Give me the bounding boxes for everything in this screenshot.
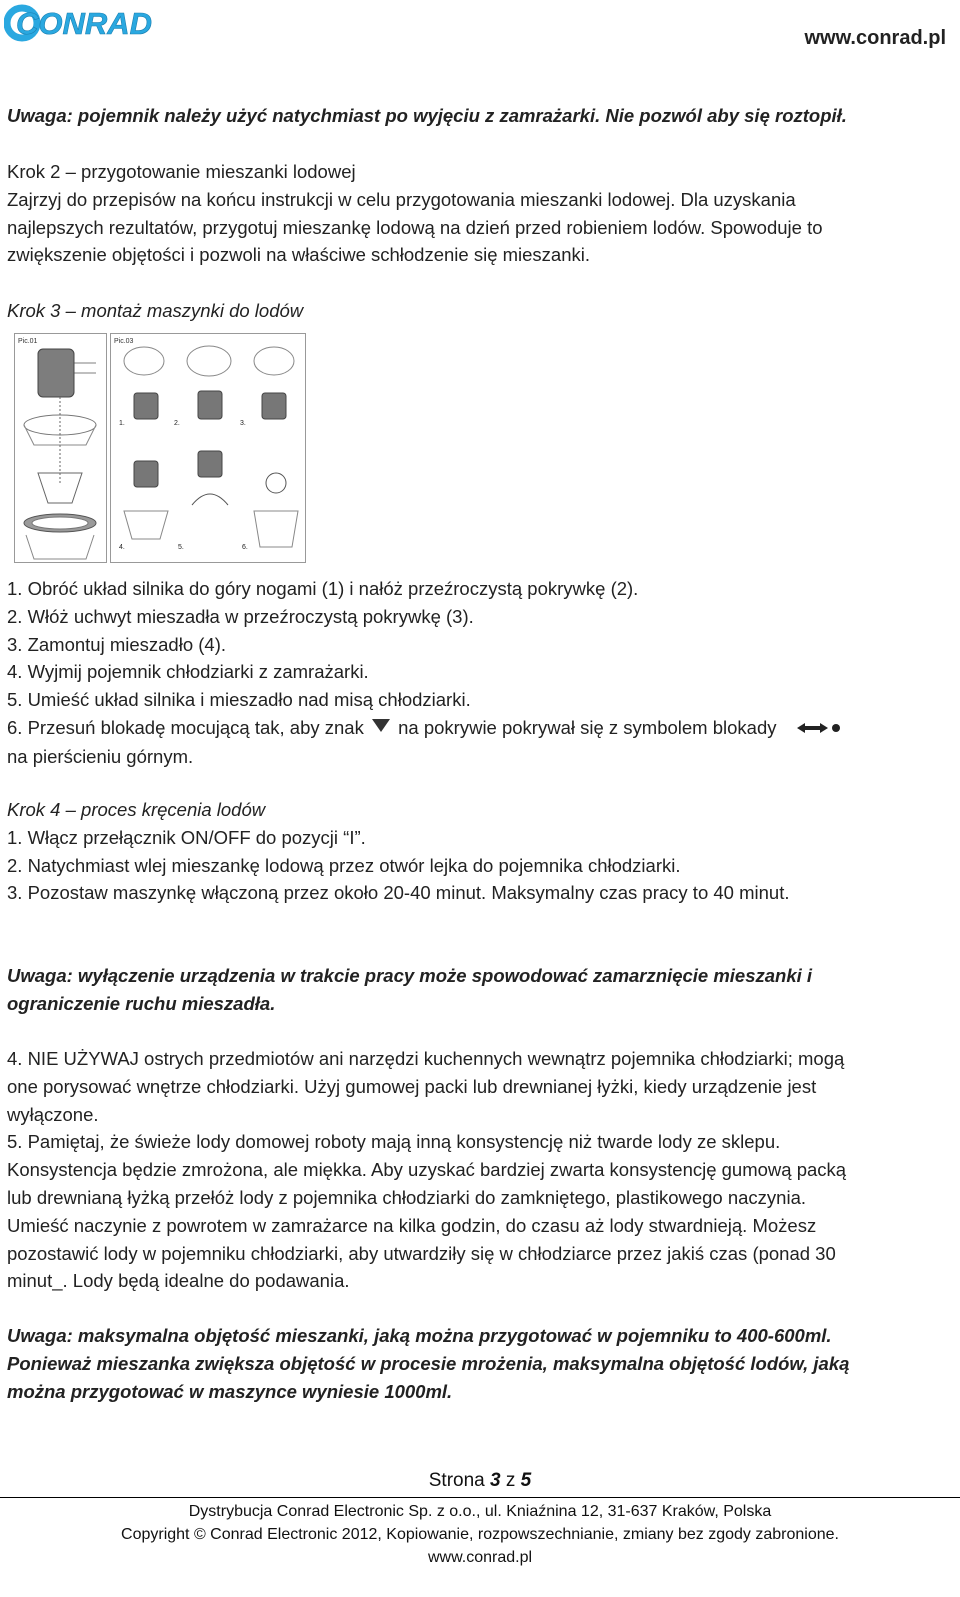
step3-list	[7, 575, 950, 771]
footer-distribution: Dystrybucja Conrad Electronic Sp. z o.o., ul. Kniaźnina 12, 31-637 Kraków, Polska	[188, 1503, 772, 1520]
paragraph-line: Konsystencja będzie zmrożona, ale miękka. Aby uzyskać bardziej zwarta konsystencję gumową packą	[7, 1159, 847, 1181]
list-item: 4. Wyjmij pojemnik chłodziarki z zamrażarki.	[7, 661, 369, 683]
footer-copyright: Copyright © Conrad Electronic 2012, Kopiowanie, rozpowszechnianie, zmiany bez zgody zabronione.	[121, 1526, 839, 1543]
step3-title: Krok 3 – montaż maszynki do lodów	[7, 300, 304, 321]
step4-title: Krok 4 – proces kręcenia lodów	[7, 799, 266, 820]
list-item	[7, 714, 950, 743]
list-item-6-part-a: 6. Przesuń blokadę mocującą tak, aby znak	[7, 716, 364, 738]
step2-title: Krok 2 – przygotowanie mieszanki lodowej	[7, 161, 356, 182]
footer-divider	[0, 1497, 960, 1498]
list-item-6-part-c: na pierścieniu górnym.	[7, 745, 194, 767]
paragraph-line: pozostawić lody w pojemniku chłodziarki, aby utwardziły się w chłodziarce przez jakiś czas (ponad 30	[7, 1242, 836, 1264]
step2-section	[7, 158, 950, 269]
assembly-figure	[14, 333, 306, 563]
down-triangle-icon	[369, 715, 393, 743]
note-line: Uwaga: maksymalna objętość mieszanki, jaką można przygotować w pojemniku to 400-600ml.	[7, 1325, 832, 1346]
lock-arrow-icon	[796, 715, 842, 743]
step2-line: zwiększenie objętości i pozwoli na właściwe schłodzenie się mieszanki.	[7, 244, 591, 266]
header-url[interactable]: www.conrad.pl	[804, 27, 946, 49]
paragraph-line: 4. NIE UŻYWAJ ostrych przedmiotów ani narzędzi kuchennych wewnątrz pojemnika chłodziarki; mogą	[7, 1048, 845, 1069]
paragraph-line: wyłączone.	[7, 1103, 99, 1125]
figure-label: 2.	[174, 420, 180, 427]
paragraph-4	[7, 1045, 950, 1295]
step2-line: Zajrzyj do przepisów na końcu instrukcji w celu przygotowania mieszanki lodowej. Dla uzyskania	[7, 188, 796, 210]
paragraph-line: lub drewnianą łyżką przełóż lody z pojemnika chłodziarki do zamkniętego, plastikowego naczynia.	[7, 1186, 807, 1208]
step2-line: najlepszych rezultatów, przygotuj mieszankę lodową na dzień przed robieniem lodów. Spowoduje to	[7, 216, 823, 238]
conrad-logo	[4, 2, 164, 44]
figure-label: 3.	[240, 420, 246, 427]
figure-label: Pic.01	[18, 338, 38, 345]
footer-url[interactable]: www.conrad.pl	[427, 1549, 533, 1566]
list-item: 1. Włącz przełącznik ON/OFF do pozycji “I”.	[7, 826, 366, 848]
list-item: 3. Zamontuj mieszadło (4).	[7, 633, 227, 655]
note-line: ograniczenie ruchu mieszadła.	[7, 992, 276, 1014]
list-item: 1. Obróć układ silnika do góry nogami (1) i nałóż przeźroczystą pokrywkę (2).	[7, 578, 639, 599]
logo-wordmark: CONRAD	[16, 6, 153, 41]
note-1: Uwaga: pojemnik należy użyć natychmiast po wyjęciu z zamrażarki. Nie pozwól aby się roztopił.	[7, 105, 847, 126]
figure-label: 5.	[178, 544, 184, 551]
figure-label: 4.	[119, 544, 125, 551]
note-line: można przygotować w maszynce wyniesie 1000ml.	[7, 1380, 453, 1402]
paragraph-line: Umieść naczynie z powrotem w zamrażarce na kilka godzin, do czasu aż lody stwardnieją. Możesz	[7, 1214, 817, 1236]
paragraph-line: 5. Pamiętaj, że świeże lody domowej roboty mają inną konsystencję niż twarde lody ze sklepu.	[7, 1131, 781, 1153]
note-3	[7, 1322, 950, 1405]
note-2	[7, 962, 950, 1018]
page-total: 5	[520, 1470, 532, 1491]
page-number	[0, 1470, 960, 1492]
page-mid: z	[500, 1470, 521, 1491]
list-item: 5. Umieść układ silnika i mieszadło nad misą chłodziarki.	[7, 689, 471, 711]
footer-text	[0, 1500, 960, 1569]
paragraph-line: minut_. Lody będą idealne do podawania.	[7, 1270, 350, 1292]
paragraph-line: one porysować wnętrze chłodziarki. Użyj gumowej packi lub drewnianej łyżki, kiedy urządzenie jest	[7, 1075, 817, 1097]
note-line: Ponieważ mieszanka zwiększa objętość w procesie mrożenia, maksymalna objętość lodów, jaką	[7, 1352, 850, 1374]
figure-label: Pic.03	[114, 338, 134, 345]
note-line: Uwaga: wyłączenie urządzenia w trakcie pracy może spowodować zamarznięcie mieszanki i	[7, 965, 813, 986]
list-item: 2. Natychmiast wlej mieszankę lodową przez otwór lejka do pojemnika chłodziarki.	[7, 854, 681, 876]
list-item: 2. Włóż uchwyt mieszadła w przeźroczystą pokrywkę (3).	[7, 605, 474, 627]
list-item: 3. Pozostaw maszynkę włączoną przez około 20-40 minut. Maksymalny czas pracy to 40 minut.	[7, 882, 790, 904]
page-current: 3	[490, 1470, 501, 1491]
figure-label: 1.	[119, 420, 125, 427]
figure-label: 6.	[242, 544, 248, 551]
step4-section	[7, 796, 950, 907]
list-item-6-part-b: na pokrywie pokrywał się z symbolem blokady	[398, 716, 777, 738]
page-prefix: Strona	[428, 1470, 491, 1491]
